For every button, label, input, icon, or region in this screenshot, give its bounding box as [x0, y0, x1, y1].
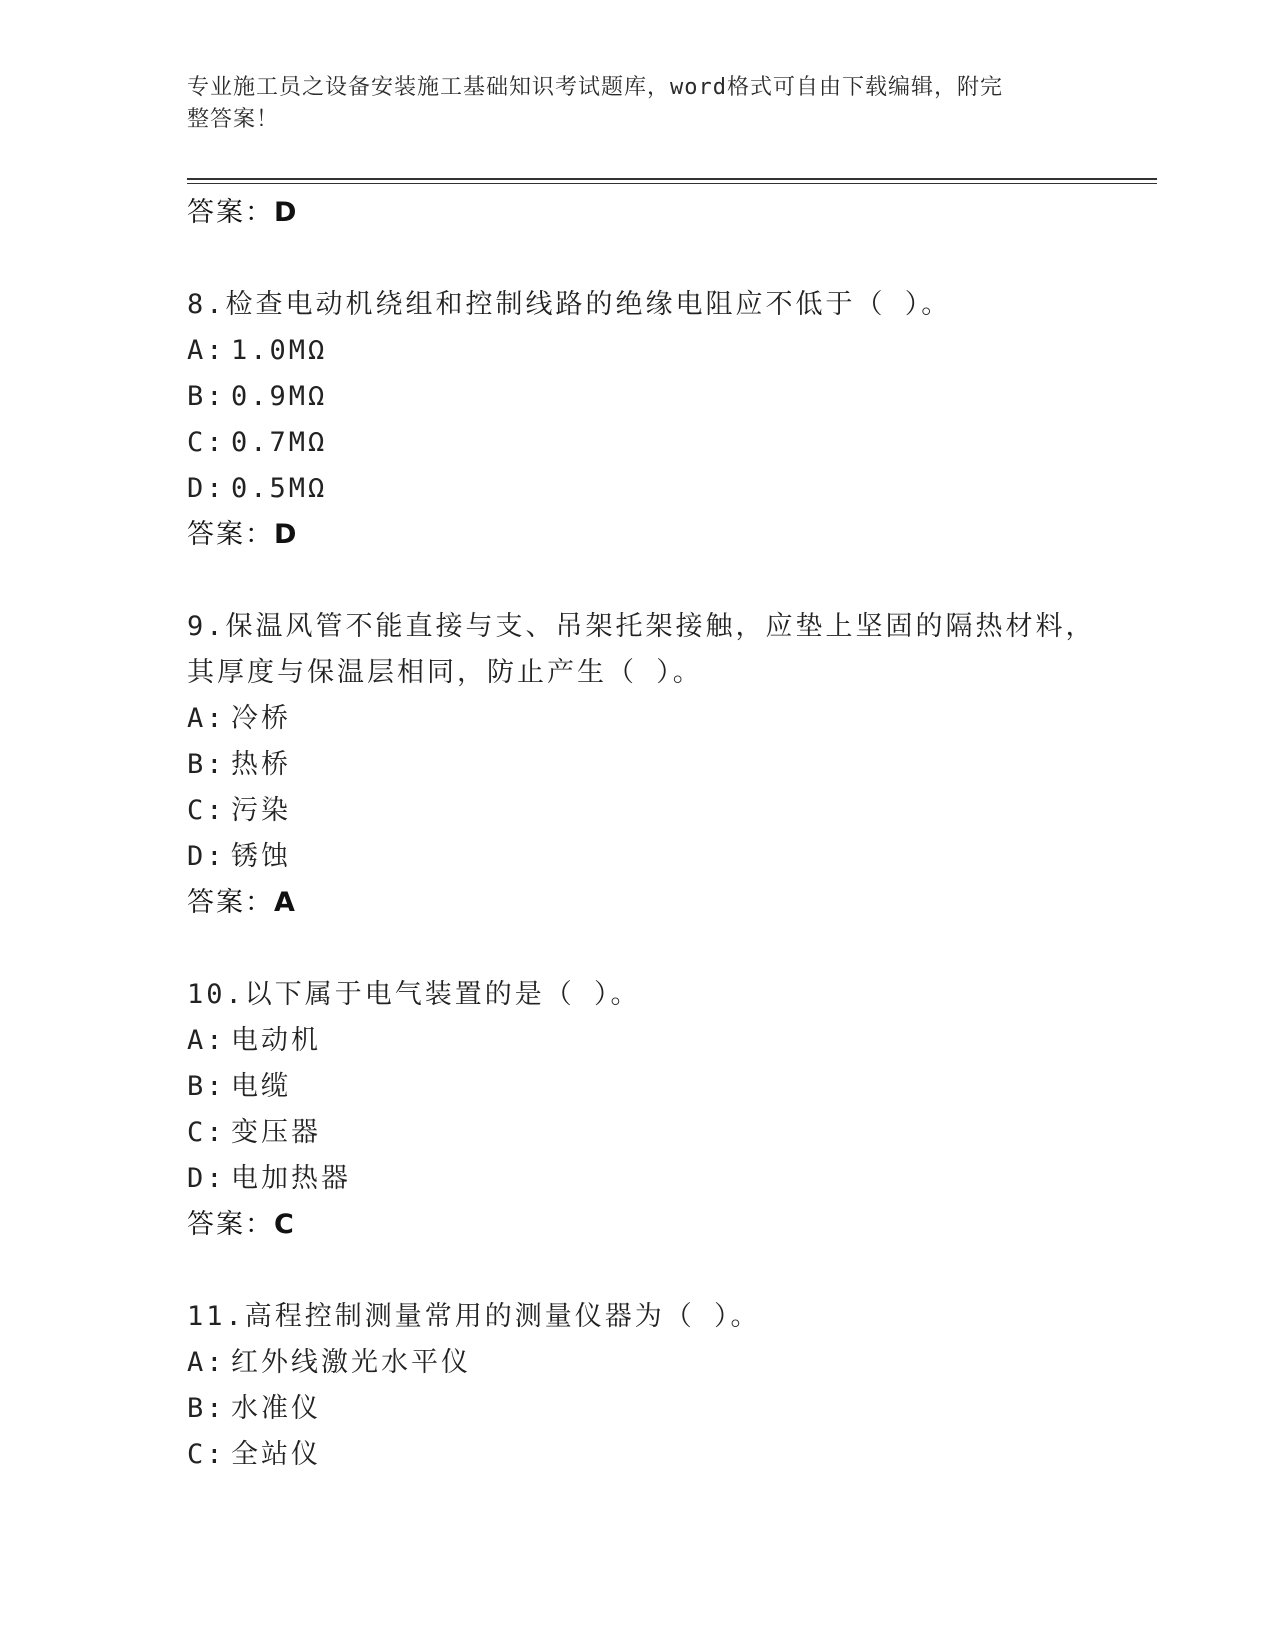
spacer [187, 926, 1087, 972]
option-a [187, 1018, 1087, 1064]
option-key: B: [187, 1071, 226, 1102]
answer-label: 答案： [187, 887, 274, 918]
option-d [187, 1156, 1087, 1202]
question-stem: 11.高程控制测量常用的测量仪器为（ ）。 [187, 1301, 761, 1332]
option-b [187, 1386, 1087, 1432]
header-divider-thick [187, 178, 1157, 180]
document-header [187, 72, 1067, 136]
document-body [187, 190, 1096, 1478]
option-key: B: [187, 381, 226, 412]
option-a [187, 696, 1087, 742]
option-c [187, 420, 1087, 466]
option-text: 0.9MΩ [231, 381, 328, 412]
answer-value: D [274, 197, 299, 228]
option-key: D: [187, 1163, 226, 1194]
option-key: B: [187, 1393, 226, 1424]
option-text: 0.5MΩ [231, 473, 328, 504]
option-text: 锈蚀 [231, 841, 291, 872]
option-key: A: [187, 1025, 226, 1056]
option-d [187, 466, 1087, 512]
option-text: 1.0MΩ [231, 335, 328, 366]
question-answer [187, 880, 1087, 926]
option-key: C: [187, 795, 226, 826]
option-key: C: [187, 1439, 226, 1470]
answer-label: 答案： [187, 519, 274, 550]
option-c [187, 788, 1087, 834]
spacer [187, 558, 1087, 604]
option-key: C: [187, 427, 226, 458]
option-key: A: [187, 703, 226, 734]
option-text: 电加热器 [231, 1163, 351, 1194]
question-11 [187, 1294, 1087, 1478]
header-line-1: 专业施工员之设备安装施工基础知识考试题库，word格式可自由下载编辑，附完 [187, 75, 1003, 100]
option-key: D: [187, 473, 226, 504]
option-c [187, 1432, 1087, 1478]
answer-label: 答案： [187, 197, 274, 228]
option-key: D: [187, 841, 226, 872]
option-text: 电动机 [231, 1025, 321, 1056]
question-10 [187, 972, 1087, 1248]
option-text: 冷桥 [231, 703, 291, 734]
spacer [187, 236, 1087, 282]
question-answer [187, 1202, 1087, 1248]
option-b [187, 742, 1087, 788]
option-text: 0.7MΩ [231, 427, 328, 458]
option-text: 热桥 [231, 749, 291, 780]
option-d [187, 834, 1087, 880]
option-text: 污染 [231, 795, 291, 826]
option-text: 水准仪 [231, 1393, 321, 1424]
option-text: 电缆 [231, 1071, 291, 1102]
question-9 [187, 604, 1096, 926]
header-line-2: 整答案！ [187, 107, 280, 132]
option-key: A: [187, 1347, 226, 1378]
option-key: A: [187, 335, 226, 366]
option-b [187, 1064, 1087, 1110]
answer-value: C [274, 1209, 296, 1240]
option-a [187, 328, 1087, 374]
option-key: B: [187, 749, 226, 780]
question-stem-line-1: 9.保温风管不能直接与支、吊架托架接触，应垫上坚固的隔热材料， [187, 611, 1096, 642]
option-text: 红外线激光水平仪 [231, 1347, 471, 1378]
answer-value: D [274, 519, 299, 550]
question-stem: 8.检查电动机绕组和控制线路的绝缘电阻应不低于（ ）。 [187, 289, 952, 320]
answer-label: 答案： [187, 1209, 274, 1240]
header-divider-thin [187, 183, 1157, 184]
option-text: 变压器 [231, 1117, 321, 1148]
answer-value: A [274, 887, 297, 918]
question-stem: 10.以下属于电气装置的是（ ）。 [187, 979, 641, 1010]
question-answer [187, 512, 1087, 558]
option-text: 全站仪 [231, 1439, 321, 1470]
option-c [187, 1110, 1087, 1156]
option-a [187, 1340, 1087, 1386]
question-stem-line-2: 其厚度与保温层相同，防止产生（ ）。 [187, 657, 703, 688]
question-8 [187, 282, 1087, 558]
option-key: C: [187, 1117, 226, 1148]
spacer [187, 1248, 1087, 1294]
previous-question-answer [187, 190, 1087, 236]
option-b [187, 374, 1087, 420]
